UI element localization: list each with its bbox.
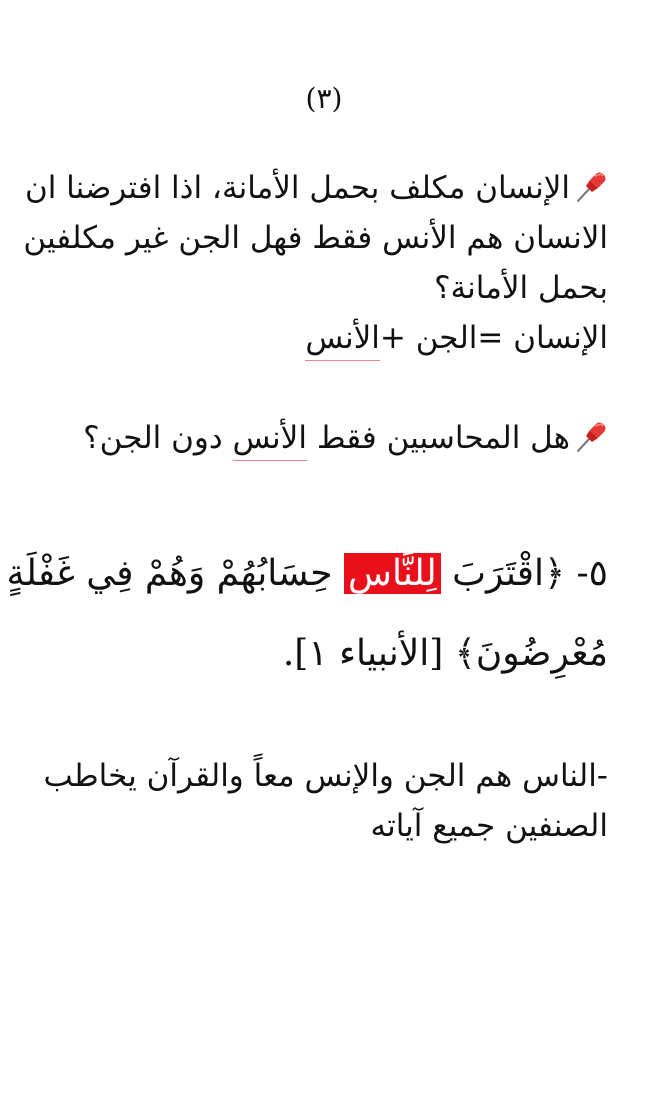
underlined-word-alins-1: الأنس xyxy=(305,320,379,361)
pushpin-icon xyxy=(574,420,608,454)
section3-line1: -الناس هم الجن والإنس معاً والقرآن يخاطب xyxy=(43,758,608,794)
section1-line4-prefix: الإنسان =الجن + xyxy=(379,320,608,356)
section2-line xyxy=(36,418,608,458)
verse-line2: مُعْرِضُونَ﴾ [الأنبياء ١]. xyxy=(282,633,608,674)
verse-suffix: حِسَابُهُمْ وَهُمْ فِي غَفْلَةٍ xyxy=(6,553,344,594)
section2-prefix: هل المحاسبين فقط xyxy=(306,420,570,456)
section1-line2: الانسان هم الأنس فقط فهل الجن غير مكلفين xyxy=(23,220,608,256)
highlighted-word-annas: لِلنَّاسِ xyxy=(344,553,441,594)
section1-line3: بحمل الأمانة؟ xyxy=(434,270,608,306)
verse-prefix: ٥- ﴿اقْتَرَبَ xyxy=(440,553,608,594)
section1-text1: الإنسان مكلف بحمل الأمانة، اذا افترضنا ان xyxy=(24,170,570,206)
verse-line1 xyxy=(6,550,608,598)
section1-line1 xyxy=(24,168,608,208)
page-number: (٣) xyxy=(305,82,343,115)
section3-line2: الصنفين جميع آياته xyxy=(370,808,608,844)
underlined-word-alins-2: الأنس xyxy=(233,420,307,461)
section2-suffix: دون الجن؟ xyxy=(83,420,233,456)
section1-line4 xyxy=(36,318,608,358)
pushpin-icon xyxy=(574,170,608,204)
